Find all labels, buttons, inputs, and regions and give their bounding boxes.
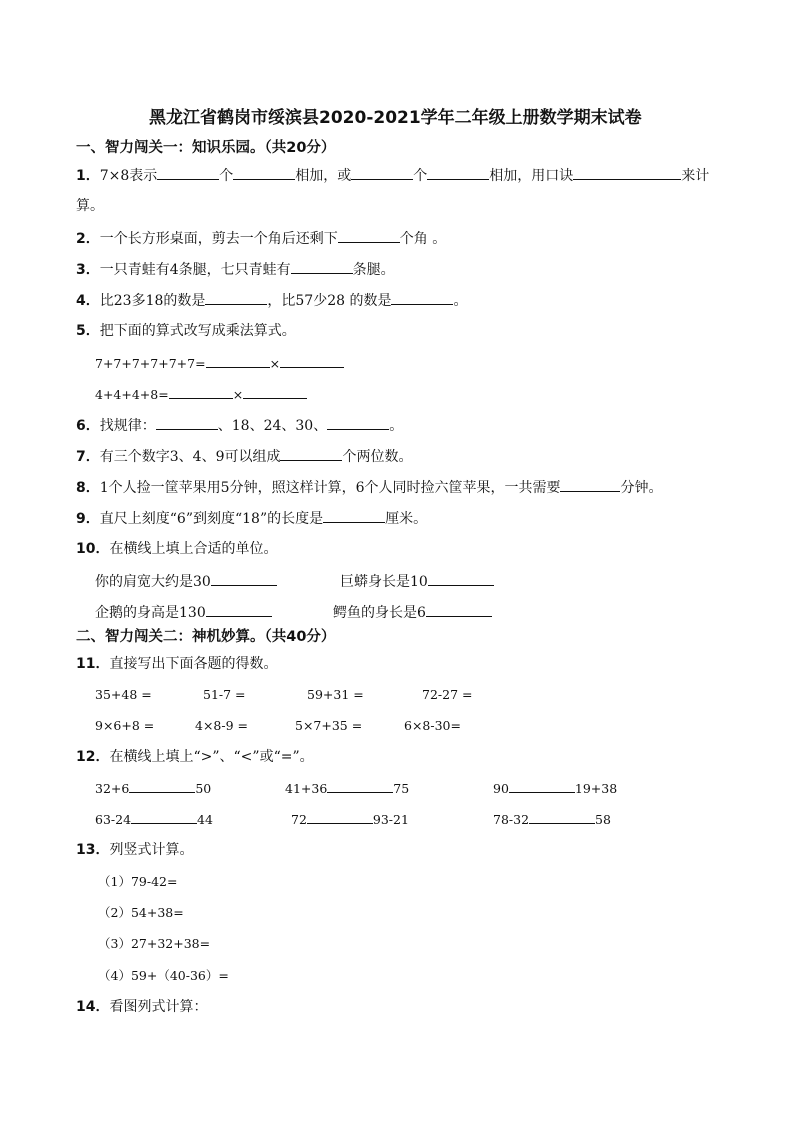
- q11-item: 35+48 =: [95, 687, 152, 702]
- q11-item: 5×7+35 =: [295, 718, 363, 733]
- question-5-line-2: 4+4+4+8= ×: [95, 384, 307, 405]
- q12-item: 41+36 75: [285, 778, 409, 799]
- question-14: 14．看图列式计算：: [76, 999, 208, 1015]
- q11-item: 72-27 =: [422, 687, 473, 702]
- q12-item: 90 19+38: [493, 778, 617, 799]
- q12-item: 32+6 50: [95, 778, 211, 799]
- question-1-continued: 算。: [76, 198, 104, 214]
- q13-item: （4）59+（40-36）=: [98, 968, 229, 983]
- section-2-heading: 二、智力闯关二：神机妙算。（共40分）: [76, 629, 336, 645]
- q13-item: （3）27+32+38=: [98, 936, 211, 951]
- q13-item: （1）79-42=: [98, 874, 178, 889]
- q12-item: 78-32 58: [493, 809, 611, 830]
- question-5: 5．把下面的算式改写成乘法算式。: [76, 323, 296, 339]
- question-9: 9．直尺上刻度“6”到刻度“18”的长度是 厘米。: [76, 508, 427, 529]
- question-8: 8．1个人捡一筐苹果用5分钟，照这样计算，6个人同时捡六筐苹果，一共需要 分钟。: [76, 477, 662, 498]
- q12-item: 72 93-21: [291, 809, 409, 830]
- question-10-item-3: 企鹅的身高是130: [95, 602, 272, 623]
- q11-item: 59+31 =: [307, 687, 364, 702]
- question-1: 1．7×8表示 个 相加，或 个 相加，用口诀 来计: [76, 165, 709, 186]
- q11-item: 6×8-30=: [404, 718, 461, 733]
- question-5-line-1: 7+7+7+7+7+7= ×: [95, 353, 344, 374]
- question-2: 2．一个长方形桌面，剪去一个角后还剩下 个角 。: [76, 228, 446, 249]
- question-4: 4．比23多18的数是 ，比57少28 的数是 。: [76, 290, 467, 311]
- question-3: 3．一只青蛙有4条腿，七只青蛙有 条腿。: [76, 259, 395, 280]
- question-10-item-1: 你的肩宽大约是30: [95, 571, 277, 592]
- question-7: 7．有三个数字3、4、9可以组成 个两位数。: [76, 446, 412, 467]
- section-1-heading: 一、智力闯关一：知识乐园。（共20分）: [76, 140, 336, 156]
- q13-item: （2）54+38=: [98, 905, 184, 920]
- q11-item: 4×8-9 =: [195, 718, 249, 733]
- q12-item: 63-24 44: [95, 809, 213, 830]
- question-12: 12．在横线上填上“>”、“<”或“=”。: [76, 749, 314, 765]
- document-title: 黑龙江省鹤岗市绥滨县2020-2021学年二年级上册数学期末试卷: [149, 108, 642, 128]
- question-10-item-2: 巨蟒身长是10: [340, 571, 494, 592]
- question-13: 13．列竖式计算。: [76, 842, 194, 858]
- question-6: 6．找规律： 、18、24、30、 。: [76, 415, 403, 436]
- question-11: 11．直接写出下面各题的得数。: [76, 656, 278, 672]
- q11-item: 9×6+8 =: [95, 718, 155, 733]
- question-10: 10．在横线上填上合适的单位。: [76, 541, 278, 557]
- q11-item: 51-7 =: [203, 687, 246, 702]
- question-10-item-4: 鳄鱼的身长是6: [333, 602, 492, 623]
